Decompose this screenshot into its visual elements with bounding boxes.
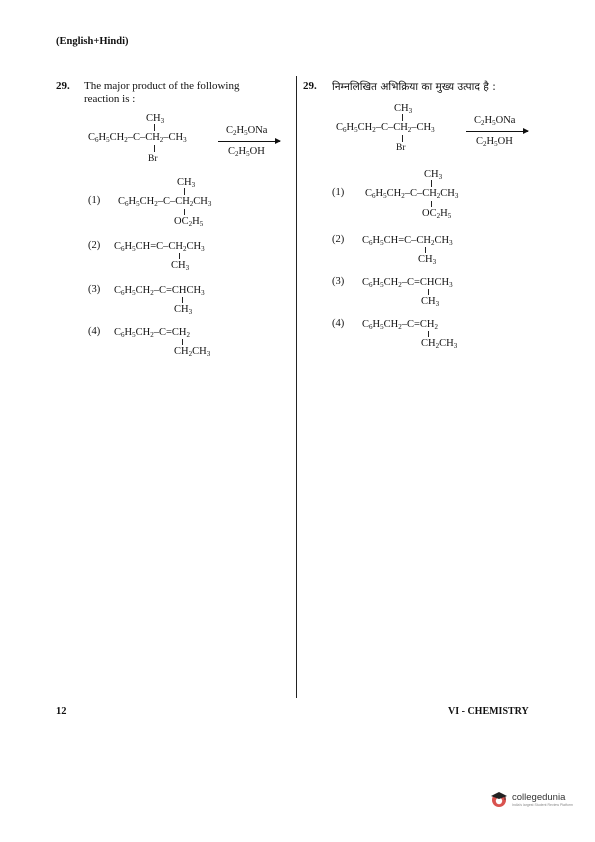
reactant-bottom-group-hi: Br [396, 143, 406, 153]
question-number-hi: 29. [303, 80, 317, 92]
option-2-bottom-en: $CH_3$ [171, 260, 190, 272]
option-4-bottom-hi: $CH_2CH_3$ [421, 338, 458, 350]
option-1-bond-top-en [184, 188, 185, 195]
option-2-number-en: (2) [88, 240, 101, 251]
option-2-main-en: $C_6H_5CH=C-CH_2CH_3$ [114, 241, 205, 253]
reagent-above-en: $C_2H_5ONa$ [226, 125, 268, 137]
option-3-bottom-hi: $CH_3$ [421, 296, 440, 308]
option-1-bottom-hi: $OC_2H_5$ [422, 208, 452, 220]
question-text-hi: निम्नलिखित अभिक्रिया का मुख्य उत्पाद है : [332, 81, 496, 93]
option-3-bond-bottom-hi [428, 289, 429, 295]
reactant-bottom-group-en: Br [148, 154, 158, 164]
question-number-en: 29. [56, 80, 70, 92]
reaction-arrow-hi [466, 131, 528, 132]
reactant-top-group-en: $CH_3$ [146, 113, 165, 125]
option-1-top-hi: $CH_3$ [424, 169, 443, 181]
graduate-cap-icon [490, 790, 508, 808]
reagent-below-hi: $C_2H_5OH$ [476, 136, 513, 148]
watermark-brand: collegedunia [512, 791, 566, 803]
reactant-top-group-hi: $CH_3$ [394, 103, 413, 115]
reactant-bond-top-hi [402, 114, 403, 121]
reagent-below-en: $C_2H_5OH$ [228, 146, 265, 158]
option-4-number-en: (4) [88, 326, 101, 337]
option-4-bond-bottom-hi [428, 331, 429, 337]
option-4-main-en: $C_6H_5CH_2-C=CH_2$ [114, 327, 190, 339]
option-4-bond-bottom-en [182, 339, 183, 345]
option-1-main-hi: $C_6H_5CH_2-C-CH_2CH_3$ [365, 188, 459, 200]
option-4-main-hi: $C_6H_5CH_2-C=CH_2$ [362, 319, 438, 331]
option-3-bottom-en: $CH_3$ [174, 304, 193, 316]
option-2-bottom-hi: $CH_3$ [418, 254, 437, 266]
subject-label: VI - CHEMISTRY [448, 706, 529, 717]
option-2-main-hi: $C_6H_5CH=C-CH_2CH_3$ [362, 235, 453, 247]
question-text-en-line2: reaction is : [84, 93, 136, 105]
collegedunia-logo [490, 790, 573, 808]
option-1-bond-top-hi [431, 180, 432, 187]
column-divider [296, 76, 297, 698]
option-1-top-en: $CH_3$ [177, 177, 196, 189]
reactant-main-chain-hi: $C_6H_5CH_2-C-CH_2-CH_3$ [336, 122, 435, 134]
option-1-number-en: (1) [88, 195, 101, 206]
option-3-bond-bottom-en [182, 297, 183, 303]
option-2-bond-bottom-hi [425, 247, 426, 253]
question-text-en-line1: The major product of the following [84, 80, 240, 92]
watermark-tagline: India's largest Student Review Platform [512, 802, 573, 807]
page-number: 12 [56, 706, 67, 717]
reagent-above-hi: $C_2H_5ONa$ [474, 115, 516, 127]
option-1-bond-bottom-hi [431, 201, 432, 207]
option-1-bond-bottom-en [184, 209, 185, 215]
option-4-number-hi: (4) [332, 318, 345, 329]
option-3-main-en: $C_6H_5CH_2-C=CHCH_3$ [114, 285, 205, 297]
option-1-bottom-en: $OC_2H_5$ [174, 216, 204, 228]
reactant-main-chain-en: $C_6H_5CH_2-C-CH_2-CH_3$ [88, 132, 187, 144]
option-4-bottom-en: $CH_2CH_3$ [174, 346, 211, 358]
reactant-bond-bottom-hi [402, 135, 403, 142]
option-1-main-en: $C_6H_5CH_2-C-CH_2CH_3$ [118, 196, 212, 208]
option-3-number-en: (3) [88, 284, 101, 295]
option-1-number-hi: (1) [332, 187, 345, 198]
reactant-bond-bottom-en [154, 145, 155, 152]
reaction-arrow-en [218, 141, 280, 142]
reactant-bond-top-en [154, 124, 155, 131]
language-header: (English+Hindi) [56, 36, 129, 47]
option-2-number-hi: (2) [332, 234, 345, 245]
option-3-number-hi: (3) [332, 276, 345, 287]
option-3-main-hi: $C_6H_5CH_2-C=CHCH_3$ [362, 277, 453, 289]
option-2-bond-bottom-en [179, 253, 180, 259]
